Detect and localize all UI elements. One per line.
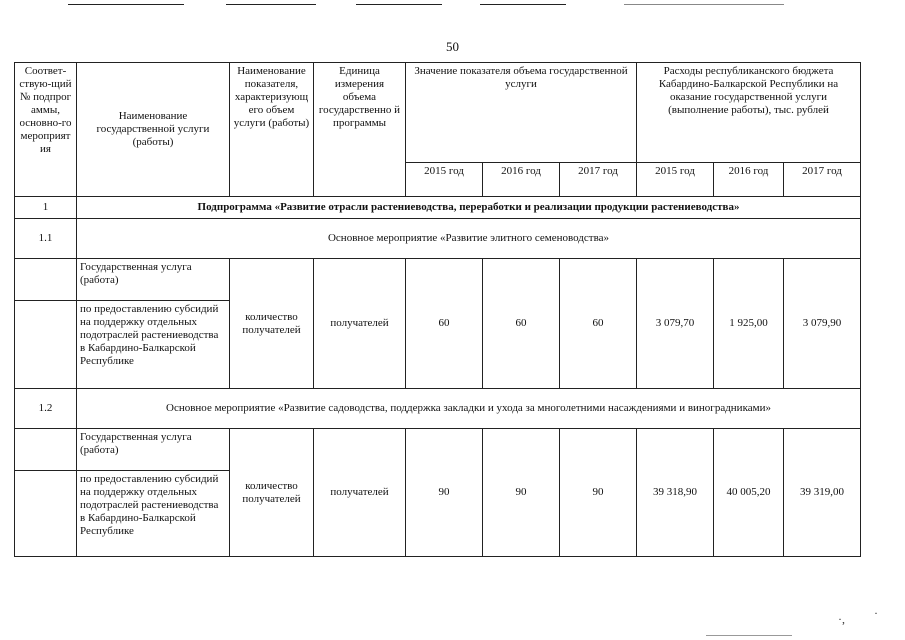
year-cell: 2017 год [560, 163, 637, 197]
subprogram-title: Подпрограмма «Развитие отрасли растениеводства, переработки и реализации продукции растениеводства» [77, 197, 861, 219]
services-table [14, 62, 861, 557]
row-number: 1 [15, 197, 77, 219]
scan-line [226, 4, 316, 5]
table-row [15, 219, 861, 259]
table-row [15, 197, 861, 219]
scan-line [356, 4, 442, 5]
year-cell: 2016 год [714, 163, 784, 197]
header-col-indicator: Наименование показателя, характеризующ его объем услуги (работы) [230, 63, 314, 197]
empty-cell [15, 301, 77, 389]
scan-line [68, 4, 184, 5]
header-col-service: Наименование государственной услуги (работы) [77, 63, 230, 197]
value-cell: 90 [406, 429, 483, 557]
header-group-volume: Значение показателя объема государственной услуги [406, 63, 637, 163]
indicator-cell: количество получателей [230, 429, 314, 557]
event-title: Основное мероприятие «Развитие садоводства, поддержка закладки и ухода за многолетними насаждениями и виноградниками» [77, 389, 861, 429]
year-cell: 2015 год [406, 163, 483, 197]
service-description: по предоставлению субсидий на поддержку отдельных подотраслей растениеводства в Кабардино-Балкарской Республике [77, 471, 230, 557]
row-number: 1.2 [15, 389, 77, 429]
year-cell: 2015 год [637, 163, 714, 197]
value-cell: 39 318,90 [637, 429, 714, 557]
page-number: 50 [446, 39, 459, 54]
year-cell: 2017 год [784, 163, 861, 197]
event-title: Основное мероприятие «Развитие элитного семеноводства» [77, 219, 861, 259]
scan-speck: ·, [838, 612, 845, 626]
empty-cell [15, 429, 77, 471]
unit-cell: получателей [314, 259, 406, 389]
row-number: 1.1 [15, 219, 77, 259]
table-row [15, 389, 861, 429]
value-cell: 39 319,00 [784, 429, 861, 557]
empty-cell [15, 471, 77, 557]
indicator-cell: количество получателей [230, 259, 314, 389]
scan-line [706, 635, 792, 636]
header-group-expenses: Расходы республиканского бюджета Кабардино-Балкарской Республики на оказание государственной услуги (выполнение работы), тыс. рублей [637, 63, 861, 163]
value-cell: 60 [483, 259, 560, 389]
service-description: по предоставлению субсидий на поддержку отдельных подотраслей растениеводства в Кабардино-Балкарской Республике [77, 301, 230, 389]
scan-line [480, 4, 566, 5]
year-cell: 2016 год [483, 163, 560, 197]
table-row [15, 429, 861, 471]
value-cell: 40 005,20 [714, 429, 784, 557]
value-cell: 90 [560, 429, 637, 557]
value-cell: 60 [406, 259, 483, 389]
value-cell: 60 [560, 259, 637, 389]
service-label: Государственная услуга (работа) [77, 429, 230, 471]
service-label: Государственная услуга (работа) [77, 259, 230, 301]
empty-cell [15, 259, 77, 301]
unit-cell: получателей [314, 429, 406, 557]
value-cell: 90 [483, 429, 560, 557]
scan-speck: · [874, 606, 878, 620]
value-cell: 3 079,70 [637, 259, 714, 389]
table-row [15, 259, 861, 301]
value-cell: 3 079,90 [784, 259, 861, 389]
table-header-row [15, 63, 861, 163]
value-cell: 1 925,00 [714, 259, 784, 389]
scan-line [624, 4, 784, 5]
header-col-unit: Единица измерения объема государственно й программы [314, 63, 406, 197]
header-col-number: Соответ-ствую-щий № подпрог аммы, основно-го мероприят ия [15, 63, 77, 197]
